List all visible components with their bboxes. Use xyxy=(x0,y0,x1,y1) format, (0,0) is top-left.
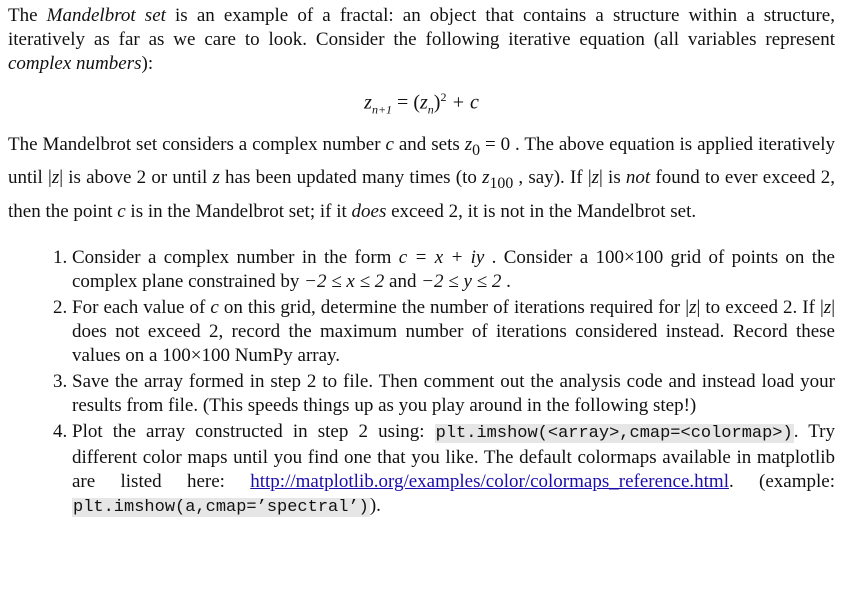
math: c = x + iy xyxy=(398,247,485,269)
eq-op: = ( xyxy=(392,91,420,114)
eq-sub: n+1 xyxy=(371,102,393,117)
text: . xyxy=(501,271,511,293)
eq-z: z xyxy=(364,91,372,114)
eq-z: z xyxy=(420,91,428,114)
eq-power: 2 xyxy=(440,90,447,104)
list-item-4 xyxy=(72,420,835,520)
text: NumPy array. xyxy=(229,345,341,367)
var-z: z xyxy=(482,167,490,189)
subscript: 0 xyxy=(472,141,481,159)
var-c: c xyxy=(117,201,126,223)
var-c: c xyxy=(210,297,219,319)
list-item-2 xyxy=(72,296,835,368)
list-item-3 xyxy=(72,370,835,418)
var-z: z xyxy=(212,167,220,189)
var-c: c xyxy=(385,133,394,155)
text: and sets xyxy=(393,133,465,155)
text: | to exceed 2. If | xyxy=(696,297,824,319)
text: | does not exceed 2, record the maximum number of iterations considered instead. Record these values on a xyxy=(72,297,836,367)
var-z: z xyxy=(823,297,832,319)
var-z: z xyxy=(464,133,473,155)
text: grid of points on the complex plane constrained by xyxy=(72,247,835,293)
intro-paragraph xyxy=(8,4,835,76)
var-z: z xyxy=(591,167,600,189)
text: . Consider a xyxy=(484,247,596,269)
var-z: z xyxy=(689,297,697,319)
code-imshow: plt.imshow(<array>,cmap=<colormap>) xyxy=(435,424,793,444)
list-item-1 xyxy=(72,246,835,294)
text: Consider a complex number in the form xyxy=(72,247,399,269)
code-example: plt.imshow(a,cmap=’spectral’) xyxy=(73,498,369,518)
text: on this grid, determine the number of iterations required for | xyxy=(218,297,690,319)
text: | is xyxy=(599,167,626,189)
mandelbrot-term: Mandelbrot set xyxy=(46,5,166,26)
text: exceed 2, it is not in the Mandelbrot set. xyxy=(386,201,697,223)
text: is in the Mandelbrot set; if it xyxy=(125,201,352,223)
intro-text: ): xyxy=(141,53,154,74)
text: ). xyxy=(369,495,381,517)
text: = 0 . The above equation is applied iteratively until | xyxy=(8,133,835,189)
text: . (example: xyxy=(728,471,835,493)
task-list xyxy=(8,246,835,520)
emph-does: does xyxy=(351,201,387,223)
text: Plot the array constructed in step 2 using: xyxy=(72,421,435,443)
math: −2 ≤ x ≤ 2 xyxy=(304,271,385,293)
text: . Try different color maps until you find one that you like. The default colormaps available in matplotlib are listed here: xyxy=(72,421,835,493)
math: 100×100 xyxy=(595,247,664,269)
text: | is above 2 or until xyxy=(59,167,213,189)
eq-sub: n xyxy=(427,102,434,117)
text: The Mandelbrot set considers a complex number xyxy=(8,133,386,155)
eq-op: ) xyxy=(433,91,441,114)
text: has been updated many times (to xyxy=(219,167,483,189)
intro-text: is an example of a fractal: an object that contains a structure within a structure, iteratively as far as we care to look. Consider the following iterative equation (all variables represent xyxy=(8,5,835,50)
eq-c: + c xyxy=(446,91,479,114)
text: , say). If | xyxy=(513,167,592,189)
var-z: z xyxy=(51,167,60,189)
text: and xyxy=(384,271,422,293)
text: Save the array formed in step 2 to file. Then comment out the analysis code and instead load your results from file. (This speeds things up as you play around in the following step!) xyxy=(72,371,835,417)
complex-numbers-term: complex numbers xyxy=(8,53,142,74)
mandelbrot-description xyxy=(8,131,835,227)
math: 100×100 xyxy=(162,345,230,367)
intro-text: The xyxy=(8,5,47,26)
math: −2 ≤ y ≤ 2 xyxy=(421,271,502,293)
subscript: 100 xyxy=(489,175,514,193)
iterative-equation xyxy=(8,82,835,125)
emph-not: not xyxy=(625,167,651,189)
text: For each value of xyxy=(72,297,211,319)
colormaps-reference-link[interactable]: http://matplotlib.org/examples/color/colormaps_reference.html xyxy=(250,471,729,493)
text: found to ever exceed 2, then the point xyxy=(8,167,835,223)
